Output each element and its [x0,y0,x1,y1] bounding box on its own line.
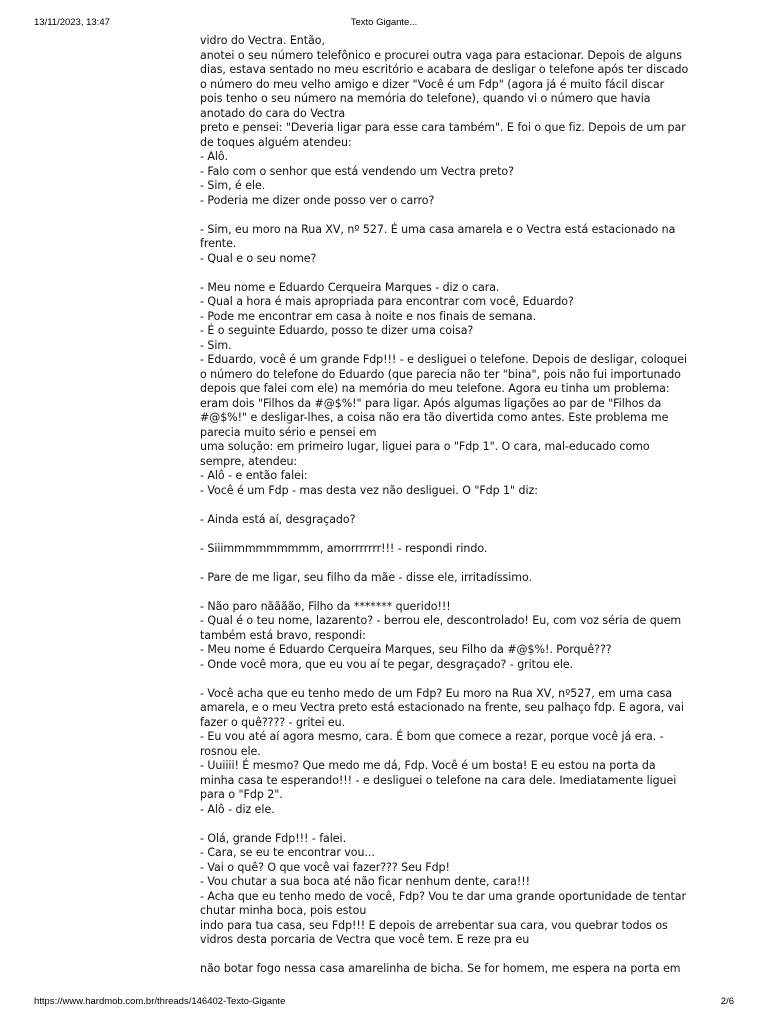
text-line: - Alô - diz ele. [200,802,275,816]
text-line: - Onde você mora, que eu vou aí te pegar, desgraçado? - gritou ele. [200,657,574,671]
text-line: minha casa te esperando!!! - e desliguei o telefone na cara dele. Imediatamente liguei [200,773,677,787]
text-line: - Cara, se eu te encontrar vou... [200,846,375,859]
text-line: depois que falei com ele) na memória do meu telefone. Agora eu tinha um problema: [200,382,670,395]
text-line: chutar minha boca, pois estou [200,904,367,917]
text-line: - Sim, é ele. [200,179,266,192]
text-line: frente. [200,237,237,250]
text-line: de toques alguém atendeu: [200,135,352,149]
blank-line [200,948,720,963]
text-line: - Qual e o seu nome? [200,251,317,265]
text-line: o número do meu velho amigo e dizer "Você é um Fdp" (agora já é muito fácil discar [200,77,665,91]
text-line: - Vai o quê? O que você vai fazer??? Seu Fdp! [200,860,450,874]
text-line: não botar fogo nessa casa amarelinha de bicha. Se for homem, me espera na porta em [200,962,681,975]
text-line: fazer o quê???? - gritei eu. [200,715,346,729]
print-header [34,17,734,31]
text-line: amarela, e o meu Vectra preto está estacionado na frente, seu palhaço fdp. E agora, vai [200,701,684,714]
text-line: - Eu vou até aí agora mesmo, cara. É bom que comece a rezar, porque você já era. - [200,730,664,743]
text-line: preto e pensei: "Deveria ligar para esse cara também". E foi o que fiz. Depois de um par [200,121,686,134]
text-line: - Sim, eu moro na Rua XV, nº 527. É uma casa amarela e o Vectra está estacionado na [200,222,676,236]
blank-line [200,527,720,542]
text-line: - É o seguinte Eduardo, posso te dizer uma coisa? [200,324,474,337]
text-line: também está bravo, respondi: [200,628,366,642]
text-line: - Siiimmmmmmmmm, amorrrrrrr!!! - respondi rindo. [200,541,488,555]
text-line: para o "Fdp 2". [200,788,283,801]
blank-line [200,208,720,223]
text-line: - Pode me encontrar em casa à noite e nos finais de semana. [200,309,537,323]
text-line: - Qual é o teu nome, lazarento? - berrou ele, descontrolado! Eu, com voz séria de quem [200,614,682,627]
text-line: uma solução: em primeiro lugar, liguei para o "Fdp 1". O cara, mal-educado como [200,440,650,453]
text-line: parecia muito sério e pensei em [200,425,377,439]
blank-line [200,556,720,571]
page-title: Texto Gigante... [350,17,418,28]
text-line: - Ainda está aí, desgraçado? [200,512,356,526]
text-line: rosnou ele. [200,744,261,758]
print-footer [34,996,734,1010]
text-line: - Pare de me ligar, seu filho da mãe - disse ele, irritadíssimo. [200,570,532,584]
text-line: - Alô - e então falei: [200,469,308,482]
text-line: - Meu nome e Eduardo Cerqueira Marques - diz o cara. [200,280,500,294]
text-line: - Eduardo, você é um grande Fdp!!! - e desliguei o telefone. Depois de desligar, coloquei [200,353,687,366]
text-line: anotei o seu número telefônico e procurei outra vaga para estacionar. Depois de alguns [200,48,682,62]
document-body [200,34,720,977]
text-line: - Acha que eu tenho medo de você, Fdp? Vou te dar uma grande oportunidade de tentar [200,889,687,903]
text-line: indo para tua casa, seu Fdp!!! E depois de arrebentar sua cara, vou quebrar todos os [200,918,668,932]
text-line: - Poderia me dizer onde posso ver o carro? [200,193,435,207]
text-line: pois tenho o seu número na memória do telefone), quando vi o número que havia [200,92,651,105]
blank-line [200,817,720,832]
text-line: - Olá, grande Fdp!!! - falei. [200,831,347,845]
blank-line [200,585,720,600]
text-line: - Alô. [200,150,228,163]
print-datetime: 13/11/2023, 13:47 [34,17,110,28]
blank-line [200,498,720,513]
blank-line [200,672,720,687]
text-line: anotado do cara do Vectra [200,106,346,120]
text-line: sempre, atendeu: [200,454,298,468]
text-line: - Você acha que eu tenho medo de um Fdp? Eu moro na Rua XV, nº527, em uma casa [200,686,673,700]
text-line: dias, estava sentado no meu escritório e acabara de desligar o telefone após ter discado [200,63,689,76]
text-line: - Meu nome é Eduardo Cerqueira Marques, seu Filho da #@$%!. Porquê??? [200,643,612,656]
text-line: vidros desta porcaria de Vectra que você tem. E reze pra eu [200,933,530,946]
text-line: o número do telefone do Eduardo (que parecia não ter "bina", pois não fui importunado [200,367,681,381]
page-number: 2/6 [720,996,734,1007]
blank-line [200,266,720,281]
text-line: - Qual a hora é mais apropriada para encontrar com você, Eduardo? [200,295,574,308]
text-line: #@$%!" e desligar-lhes, a coisa não era tão divertida como antes. Este problema me [200,411,669,424]
text-line: - Uuiiii! É mesmo? Que medo me dá, Fdp. Você é um bosta! E eu estou na porta da [200,759,656,772]
text-line: - Você é um Fdp - mas desta vez não desliguei. O "Fdp 1" diz: [200,483,538,497]
text-line: - Não paro nãããão, Filho da ******* querido!!! [200,599,451,613]
text-line: - Sim. [200,338,232,352]
text-line: eram dois "Filhos da #@$%!" para ligar. Após algumas ligações ao par de "Filhos da [200,396,662,410]
text-line: vidro do Vectra. Então, [200,34,325,47]
source-url[interactable]: https://www.hardmob.com.br/threads/146402-Texto-Gigante [34,996,286,1007]
text-line: - Vou chutar a sua boca até não ficar nenhum dente, cara!!! [200,875,530,888]
text-line: - Falo com o senhor que está vendendo um Vectra preto? [200,164,514,178]
